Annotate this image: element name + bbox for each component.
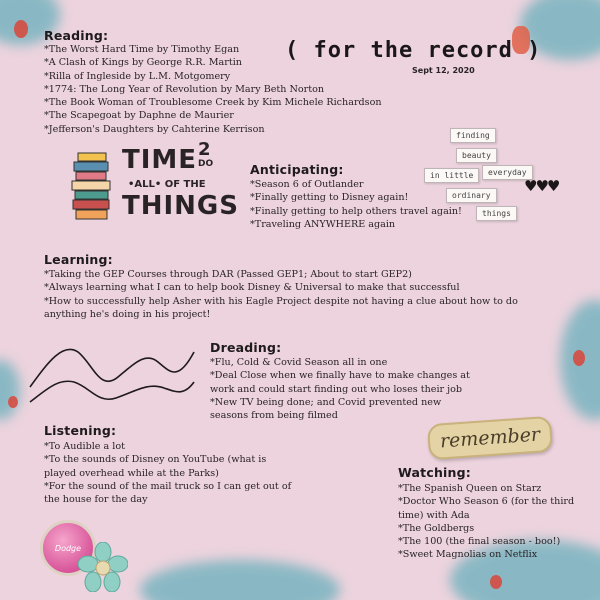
- watching-list: [398, 482, 588, 562]
- list-item: *Sweet Magnolias on Netflix: [398, 549, 538, 561]
- list-item: *Always learning what I can to help book Disney & Universal to make that successful: [44, 282, 460, 294]
- paint-splatter-bottom: [140, 560, 340, 600]
- logo-all-of-the: •ALL• OF THE: [128, 179, 206, 190]
- logo-time: TIME: [122, 145, 198, 175]
- paint-splatter-mid-right-red: [573, 350, 585, 366]
- anticipating-heading: Anticipating:: [250, 162, 344, 177]
- list-item: *Rilla of Ingleside by L.M. Motgomery: [44, 70, 231, 82]
- flower-icon: [78, 542, 128, 592]
- listening-list: [44, 440, 294, 506]
- paint-splatter-left-red: [8, 396, 18, 408]
- word-tag: things: [476, 206, 517, 221]
- word-tag: beauty: [456, 148, 497, 163]
- remember-badge: remember: [427, 416, 553, 461]
- list-item: *Doctor Who Season 6 (for the third time) with Ada: [398, 496, 575, 521]
- word-tag: finding: [450, 128, 496, 143]
- list-item: *The Spanish Queen on Starz: [398, 483, 542, 494]
- list-item: *Season 6 of Outlander: [250, 179, 364, 190]
- word-tag: everyday: [482, 165, 533, 180]
- paint-splatter-bottom-right-red: [490, 575, 502, 589]
- logo-number: 2: [198, 139, 211, 160]
- list-item: *The Book Woman of Troublesome Creek by Kim Michele Richardson: [44, 97, 382, 109]
- logo-things: THINGS: [122, 191, 239, 221]
- list-item: *A Clash of Kings by George R.R. Martin: [44, 57, 242, 69]
- watching-heading: Watching:: [398, 465, 471, 480]
- book-stack-icon: [68, 145, 116, 225]
- anticipating-list: [250, 178, 462, 231]
- list-item: *For the sound of the mail truck so I can get out of the house for the day: [44, 480, 292, 506]
- list-item: *1774: The Long Year of Revolution by Mary Beth Norton: [44, 83, 325, 95]
- list-item: *New TV being done; and Covid prevented new seasons from being filmed: [210, 396, 442, 422]
- list-item: *The 100 (the final season - boo!): [398, 536, 561, 548]
- list-item: *To Audible a lot: [44, 441, 125, 452]
- page-title: ( for the record ): [285, 38, 542, 63]
- squiggle-line-icon: [28, 332, 198, 412]
- list-item: *The Scapegoat by Daphne de Maurier: [44, 110, 234, 122]
- learning-heading: Learning:: [44, 252, 113, 267]
- list-item: *To the sounds of Disney on YouTube (what is played overhead while at the Parks): [44, 454, 267, 479]
- list-item: *Flu, Cold & Covid Season all in one: [210, 357, 388, 368]
- word-tag: ordinary: [446, 188, 497, 203]
- learning-list: [44, 268, 544, 321]
- list-item: *Finally getting to Disney again!: [250, 192, 409, 204]
- paint-splatter-left: [0, 360, 20, 420]
- list-item: *Taking the GEP Courses through DAR (Passed GEP1; About to start GEP2): [44, 269, 412, 280]
- list-item: *The Worst Hard Time by Timothy Egan: [44, 44, 240, 55]
- word-tag: in little: [424, 168, 479, 183]
- list-item: *How to successfully help Asher with his Eagle Project despite not having a clue about how to do anything he's doing in his project!: [44, 295, 518, 320]
- dreading-list: [210, 356, 472, 422]
- listening-heading: Listening:: [44, 423, 117, 438]
- reading-heading: Reading:: [44, 28, 109, 43]
- dodge-badge: Dodge: [40, 520, 96, 576]
- time2do-logo: [68, 139, 239, 225]
- list-item: *Traveling ANYWHERE again: [250, 218, 396, 230]
- list-item: *Jefferson's Daughters by Cahterine Kerrison: [44, 123, 265, 135]
- logo-do: DO: [198, 159, 214, 169]
- paint-splatter-top-left-red: [14, 20, 28, 38]
- list-item: *Deal Close when we finally have to make changes at work and could start finding out who loses their job: [210, 370, 470, 395]
- list-item: *Finally getting to help others travel again!: [250, 205, 462, 217]
- hearts-icon: ♥♥♥: [524, 177, 559, 195]
- list-item: *The Goldbergs: [398, 522, 475, 534]
- dreading-heading: Dreading:: [210, 340, 282, 355]
- page-date: Sept 12, 2020: [412, 66, 475, 75]
